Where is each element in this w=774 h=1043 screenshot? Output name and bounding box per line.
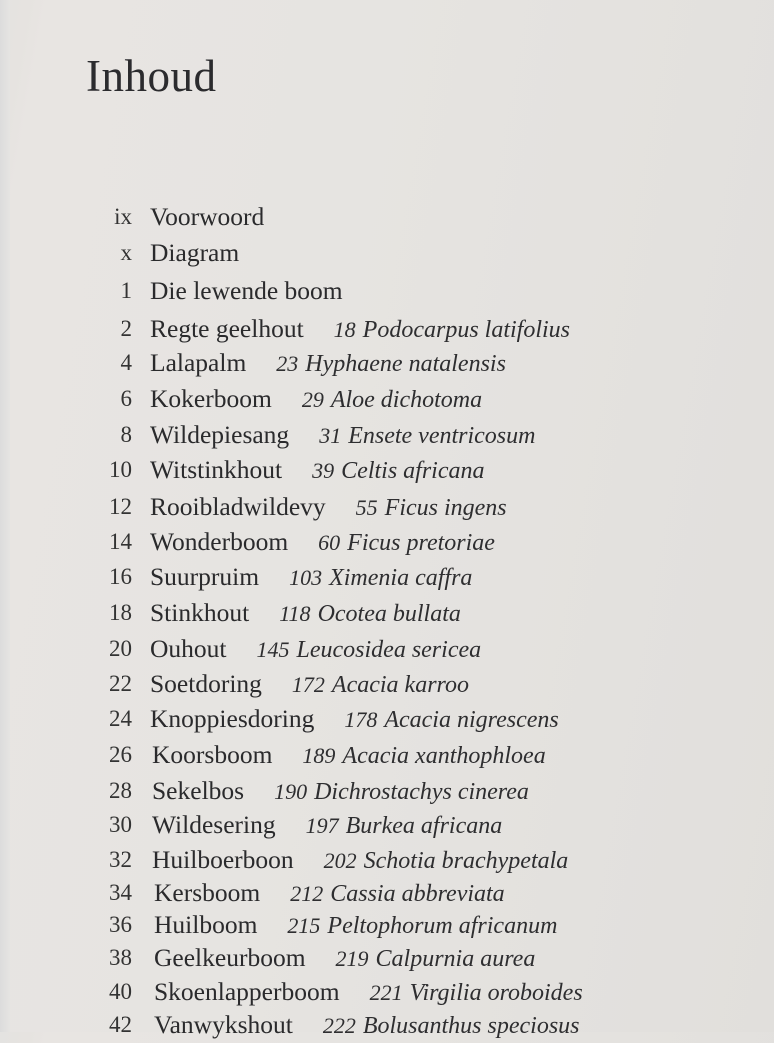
toc-species <box>344 707 558 733</box>
species-name: Acacia xanthophloea <box>342 743 546 769</box>
toc-entry-line <box>150 418 535 453</box>
species-page-number: 202 <box>323 848 357 873</box>
species-page-number: 197 <box>305 813 339 838</box>
toc-species <box>356 495 507 521</box>
species-name: Aloe dichotoma <box>330 387 483 413</box>
toc-page-number: 12 <box>109 494 132 519</box>
toc-entry-line <box>152 774 529 809</box>
species-page-number: 219 <box>335 946 369 971</box>
species-name: Burkea africana <box>345 813 503 839</box>
species-page-number: 29 <box>301 387 324 412</box>
toc-entry-line <box>150 702 559 737</box>
species-page-number: 23 <box>276 351 299 376</box>
toc-page-number: 8 <box>120 422 132 447</box>
toc-entry-title: Lalapalm <box>150 348 247 377</box>
species-page-number: 212 <box>290 881 324 906</box>
toc-page-number: 40 <box>109 979 132 1004</box>
toc-species <box>323 1013 580 1039</box>
toc-species <box>306 813 503 839</box>
species-name: Ximenia caffra <box>329 565 473 591</box>
toc-entry-title: Wildepiesang <box>150 420 290 449</box>
species-name: Schotia brachypetala <box>363 848 569 874</box>
species-page-number: 60 <box>318 530 341 555</box>
species-page-number: 103 <box>289 565 323 590</box>
toc-entry-title: Ouhout <box>150 634 227 663</box>
toc-page-number: x <box>120 240 132 265</box>
species-page-number: 18 <box>333 317 356 342</box>
toc-entry-title: Die lewende boom <box>150 276 343 305</box>
toc-page-number: 30 <box>109 812 132 837</box>
toc-page-number: 22 <box>109 671 132 696</box>
toc-page-number: 34 <box>109 880 132 905</box>
species-name: Peltophorum africanum <box>327 913 558 939</box>
toc-species <box>312 458 484 484</box>
species-page-number: 55 <box>355 495 378 520</box>
toc-entry-line <box>150 490 507 525</box>
toc-page-number: 42 <box>109 1012 132 1037</box>
toc-entry-line <box>150 525 495 560</box>
toc-page-number: 36 <box>109 912 132 937</box>
species-name: Ficus ingens <box>384 495 507 521</box>
toc-page-number: 16 <box>109 564 132 589</box>
species-page-number: 222 <box>322 1013 356 1038</box>
toc-entry-title: Wonderboom <box>150 527 289 556</box>
toc-entry-line <box>154 908 557 943</box>
toc-page-number: 38 <box>109 945 132 970</box>
toc-entry-title: Voorwoord <box>150 202 265 231</box>
species-name: Calpurnia aurea <box>375 946 536 972</box>
toc-entry-title: Knoppiesdoring <box>150 704 315 733</box>
toc-entry-line <box>152 738 546 773</box>
toc-entry-line <box>150 200 264 234</box>
toc-entry-line <box>150 632 481 667</box>
toc-species <box>287 913 557 939</box>
toc-entry-line <box>154 1008 580 1043</box>
toc-species <box>370 980 583 1006</box>
toc-entry-line <box>150 560 472 595</box>
toc-entry-title: Kokerboom <box>150 384 272 413</box>
toc-entry-line <box>150 453 485 488</box>
species-name: Acacia nigrescens <box>384 707 559 733</box>
toc-entry-title: Wildesering <box>152 810 276 839</box>
toc-entry-title: Diagram <box>150 238 240 267</box>
toc-species <box>290 881 504 907</box>
toc-species <box>324 848 569 874</box>
toc-page-number: ix <box>114 204 132 229</box>
species-name: Ensete ventricosum <box>348 423 536 449</box>
toc-entry-line <box>150 346 506 381</box>
species-name: Ocotea bullata <box>317 601 461 627</box>
species-name: Hyphaene natalensis <box>305 351 506 377</box>
toc-entry-line <box>150 236 239 270</box>
toc-entry-line <box>150 667 469 702</box>
toc-species <box>334 317 570 343</box>
toc-page-number: 14 <box>109 529 132 554</box>
toc-page-number: 18 <box>109 600 132 625</box>
toc-species <box>289 565 472 591</box>
toc-entry-title: Kersboom <box>154 878 261 907</box>
toc-page-number: 28 <box>109 778 132 803</box>
toc-entry-title: Vanwykshout <box>154 1010 293 1039</box>
species-page-number: 172 <box>291 672 325 697</box>
toc-page-number: 4 <box>120 350 132 375</box>
species-page-number: 221 <box>369 980 403 1005</box>
toc-entry-line <box>150 312 570 347</box>
toc-entry-line <box>154 975 583 1010</box>
species-name: Bolusanthus speciosus <box>362 1013 580 1039</box>
toc-entry-line <box>150 596 461 631</box>
species-page-number: 145 <box>256 637 290 662</box>
species-page-number: 215 <box>287 913 321 938</box>
toc-species <box>302 387 482 413</box>
species-name: Dichrostachys cinerea <box>314 779 529 805</box>
toc-species <box>292 672 469 698</box>
toc-entry-title: Koorsboom <box>152 740 273 769</box>
toc-entry-line <box>150 382 482 417</box>
toc-species <box>336 946 536 972</box>
toc-entry-title: Soetdoring <box>150 669 262 698</box>
toc-page-number: 1 <box>120 278 132 303</box>
species-name: Leucosidea sericea <box>296 637 482 663</box>
toc-entry-title: Geelkeurboom <box>154 943 306 972</box>
toc-entry-line <box>152 843 568 878</box>
toc-entry-title: Huilboom <box>154 910 258 939</box>
species-page-number: 118 <box>279 601 311 626</box>
toc-entry-title: Huilboerboon <box>152 845 294 874</box>
species-name: Cassia abbreviata <box>330 881 505 907</box>
species-page-number: 31 <box>319 423 342 448</box>
toc-page-number: 6 <box>120 386 132 411</box>
toc-page-number: 2 <box>120 316 132 341</box>
toc-species <box>279 601 461 627</box>
toc-species <box>274 779 529 805</box>
toc-entry-title: Stinkhout <box>150 598 250 627</box>
toc-species <box>319 423 535 449</box>
toc-page-number: 20 <box>109 636 132 661</box>
toc-page-number: 32 <box>109 847 132 872</box>
species-name: Acacia karroo <box>331 672 469 698</box>
species-page-number: 190 <box>274 779 308 804</box>
toc-species <box>257 637 482 663</box>
species-name: Virgilia oroboides <box>409 980 583 1006</box>
species-page-number: 178 <box>344 707 378 732</box>
toc-entry-title: Sekelbos <box>152 776 245 805</box>
species-name: Celtis africana <box>341 458 485 484</box>
toc-entry-line <box>154 941 535 976</box>
toc-entry-title: Suurpruim <box>150 562 260 591</box>
toc-page-number: 24 <box>109 706 132 731</box>
toc-page-number: 26 <box>109 742 132 767</box>
toc-species <box>302 743 545 769</box>
toc-entry-title: Rooibladwildevy <box>150 492 326 521</box>
toc-species <box>318 530 495 556</box>
toc-species <box>276 351 506 377</box>
toc-page-number: 10 <box>109 457 132 482</box>
toc-entry-line <box>150 274 343 308</box>
toc-entry-line <box>154 876 505 911</box>
species-page-number: 189 <box>302 743 336 768</box>
toc-entry-title: Skoenlapperboom <box>154 977 340 1006</box>
species-page-number: 39 <box>312 458 335 483</box>
toc-entry-title: Witstinkhout <box>150 455 283 484</box>
page-title: Inhoud <box>86 51 217 101</box>
toc-entry-title: Regte geelhout <box>150 314 304 343</box>
toc-entry-line <box>152 808 502 843</box>
species-name: Podocarpus latifolius <box>362 317 571 343</box>
species-name: Ficus pretoriae <box>347 530 495 556</box>
